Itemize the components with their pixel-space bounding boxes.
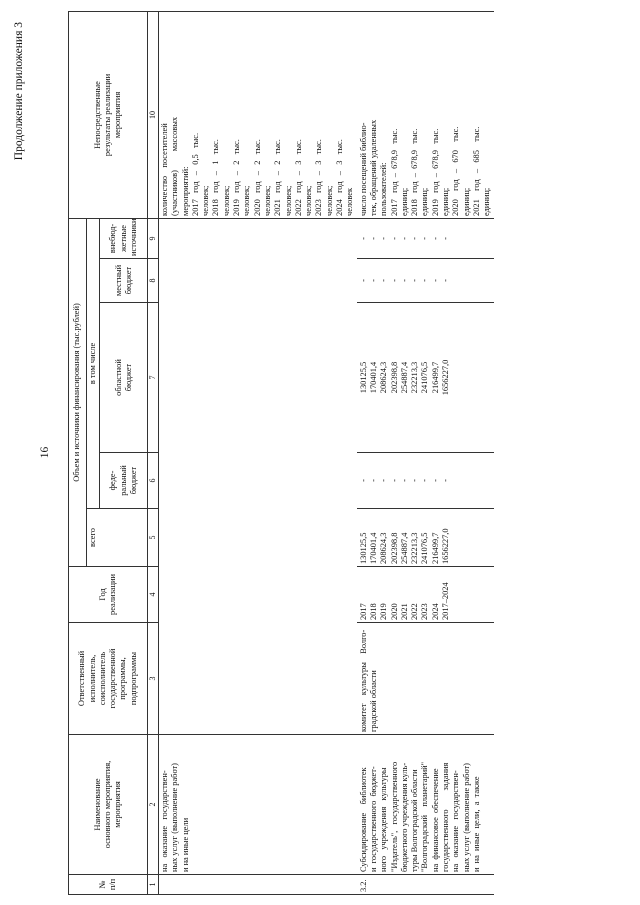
text-line: человек; <box>262 185 272 216</box>
text-line: пользователей: <box>379 162 389 216</box>
text-line: 2024 год – 3 тыс. <box>335 139 345 216</box>
text-line: 2020 год – 2 тыс. <box>252 139 262 216</box>
extrabudget-value: - <box>441 237 451 240</box>
text-line: на финансовое обеспечение <box>430 768 440 872</box>
extrabudget-value: - <box>389 237 399 240</box>
federal-value: - <box>379 479 389 482</box>
text-line: 2023 год – 3 тыс. <box>314 139 324 216</box>
text-line: 2018 год – 678,9 тыс. <box>410 128 420 216</box>
regional-value: 208624,3 <box>379 361 389 394</box>
extrabudget-value: - <box>368 237 378 240</box>
text-line: человек; <box>201 185 211 216</box>
years-cell <box>357 567 494 623</box>
local-value: - <box>430 279 440 282</box>
text-line: 2017 год – 678,9 тыс. <box>389 128 399 216</box>
row-number: 3.2. <box>357 875 494 895</box>
header-event-name: Наименование основного мероприятия, мероприятия <box>69 735 148 875</box>
total-value: 254887,4 <box>399 532 409 564</box>
local-value: - <box>368 279 378 282</box>
local-value: - <box>358 279 368 282</box>
text-line: единиц; <box>420 187 430 216</box>
total-value: 170401,4 <box>368 532 378 564</box>
local-value: - <box>441 279 451 282</box>
total-cell <box>357 509 494 567</box>
text-line: ного учреждения культуры <box>379 767 389 872</box>
text-line: мероприятий: <box>180 166 190 216</box>
year-value: 2020 <box>389 603 399 620</box>
extrabudget-value: - <box>379 237 389 240</box>
regional-value: 130125,5 <box>358 361 368 394</box>
result-cell <box>159 11 357 218</box>
total-value: 208624,3 <box>379 532 389 564</box>
text-line: Субсидирование библиотек <box>358 767 368 872</box>
text-line: и на иные цели <box>180 817 190 872</box>
text-line: "Волгоградский планетарий" <box>420 761 430 872</box>
total-value: 216499,7 <box>430 532 440 564</box>
local-value: - <box>410 279 420 282</box>
text-line: единиц; <box>461 187 471 216</box>
extrabudget-value: - <box>399 237 409 240</box>
column-number: 7 <box>148 303 159 453</box>
federal-value: - <box>410 479 420 482</box>
header-regional: областной бюджет <box>100 303 148 453</box>
text-line: градской области <box>368 670 378 732</box>
regional-value: 254887,4 <box>399 361 409 394</box>
text-line: 2022 год – 3 тыс. <box>293 139 303 216</box>
column-number: 5 <box>148 509 159 567</box>
text-line: 2021 год – 2 тыс. <box>273 139 283 216</box>
text-line: на оказание государствен- <box>160 770 169 872</box>
text-line: комитет культуры Волго- <box>358 629 368 732</box>
text-line: тек, обращений удаленных <box>368 119 378 216</box>
result-cell <box>357 11 494 218</box>
regional-value: 170401,4 <box>368 361 378 394</box>
total-value: 241076,5 <box>420 532 430 564</box>
header-executor: Ответственный исполнитель, соисполнитель государственной программы, подпрограммы <box>69 623 148 735</box>
federal-value: - <box>389 479 399 482</box>
regional-value: 1656227,0 <box>441 359 451 396</box>
text-line: ных услуг (выполнение работ) <box>461 763 471 872</box>
table-row-3-2 <box>357 11 494 894</box>
local-value: - <box>420 279 430 282</box>
text-line: 2020 год – 670 тыс. <box>451 126 461 216</box>
header-federal: феде- ральный бюджет <box>100 453 148 509</box>
regional-value: 232213,3 <box>410 361 420 394</box>
text-line: человек; <box>221 185 231 216</box>
column-number: 6 <box>148 453 159 509</box>
text-line: и на иные цели, а также <box>471 776 481 872</box>
text-line: количество посетителей <box>160 123 169 216</box>
federal-value: - <box>441 479 451 482</box>
year-value: 2021 <box>399 603 409 620</box>
total-value: 202398,8 <box>389 532 399 564</box>
extrabudget-cell <box>357 218 494 258</box>
header-extrabudget: внебюд- жетные источники <box>100 218 148 258</box>
regional-value: 202398,8 <box>389 361 399 394</box>
executor-cell <box>357 623 494 735</box>
column-number: 1 <box>148 875 159 895</box>
header-total: всего <box>87 509 148 567</box>
header-local: местный бюджет <box>100 259 148 303</box>
regional-cell <box>357 303 494 453</box>
text-line: человек <box>345 187 355 216</box>
header-year: Год реализации <box>69 567 148 623</box>
total-value: 1656227,0 <box>441 528 451 564</box>
text-line: ных услуг (выполнение работ) <box>170 763 180 872</box>
text-line: число посещений библио- <box>358 122 368 216</box>
federal-value: - <box>399 479 409 482</box>
text-line: единиц; <box>441 187 451 216</box>
text-line: единиц; <box>399 187 409 216</box>
text-line: бюджетного учреждения куль- <box>399 762 409 872</box>
year-value: 2017–2024 <box>441 582 451 620</box>
year-value: 2019 <box>379 603 389 620</box>
program-table <box>68 11 494 895</box>
total-value: 130125,5 <box>358 532 368 564</box>
text-line: государственного задания <box>441 762 451 872</box>
column-number: 3 <box>148 623 159 735</box>
text-line: человек; <box>283 185 293 216</box>
text-line: на оказание государствен- <box>451 770 461 872</box>
event-name-cell <box>357 735 494 875</box>
local-value: - <box>399 279 409 282</box>
text-line: туры Волгоградской области <box>410 769 420 872</box>
page-number: 16 <box>39 446 51 459</box>
extrabudget-value: - <box>420 237 430 240</box>
year-value: 2023 <box>420 603 430 620</box>
text-line: (участников) массовых <box>170 116 180 216</box>
text-line: человек; <box>324 185 334 216</box>
text-line: "Издатель", государственного <box>389 761 399 872</box>
event-name-cell <box>159 735 357 875</box>
text-line: человек; <box>304 185 314 216</box>
total-value: 232213,3 <box>410 532 420 564</box>
column-number: 10 <box>148 11 159 218</box>
text-line: и государственного бюджет- <box>368 766 378 872</box>
column-number: 4 <box>148 567 159 623</box>
text-line: 2017 год – 0,5 тыс. <box>190 132 200 216</box>
year-value: 2022 <box>410 603 420 620</box>
year-value: 2018 <box>368 603 378 620</box>
regional-value: 241076,5 <box>420 361 430 394</box>
continuation-label: Продолжение приложения 3 <box>13 22 25 161</box>
year-value: 2017 <box>358 603 368 620</box>
text-line: единиц; <box>482 187 492 216</box>
local-value: - <box>389 279 399 282</box>
federal-cell <box>357 453 494 509</box>
federal-value: - <box>420 479 430 482</box>
regional-value: 216499,7 <box>430 361 440 394</box>
text-line: 2021 год – 685 тыс. <box>471 126 481 216</box>
header-number: № п/п <box>69 875 148 895</box>
federal-value: - <box>358 479 368 482</box>
header-including: в том числе <box>87 218 100 508</box>
extrabudget-value: - <box>358 237 368 240</box>
text-line: 2019 год – 678,9 тыс. <box>430 128 440 216</box>
header-results: Непосредственные результаты реализации мероприятия <box>69 11 148 218</box>
year-value: 2024 <box>430 603 440 620</box>
column-number: 2 <box>148 735 159 875</box>
local-cell <box>357 259 494 303</box>
column-number: 8 <box>148 259 159 303</box>
text-line: 2019 год – 2 тыс. <box>232 139 242 216</box>
federal-value: - <box>368 479 378 482</box>
column-number: 9 <box>148 218 159 258</box>
table-row-previous <box>159 11 357 894</box>
federal-value: - <box>430 479 440 482</box>
extrabudget-value: - <box>430 237 440 240</box>
text-line: человек; <box>242 185 252 216</box>
extrabudget-value: - <box>410 237 420 240</box>
text-line: 2018 год – 1 тыс. <box>211 139 221 216</box>
header-financing: Объем и источники финансирования (тыс.рублей) <box>69 218 87 566</box>
local-value: - <box>379 279 389 282</box>
